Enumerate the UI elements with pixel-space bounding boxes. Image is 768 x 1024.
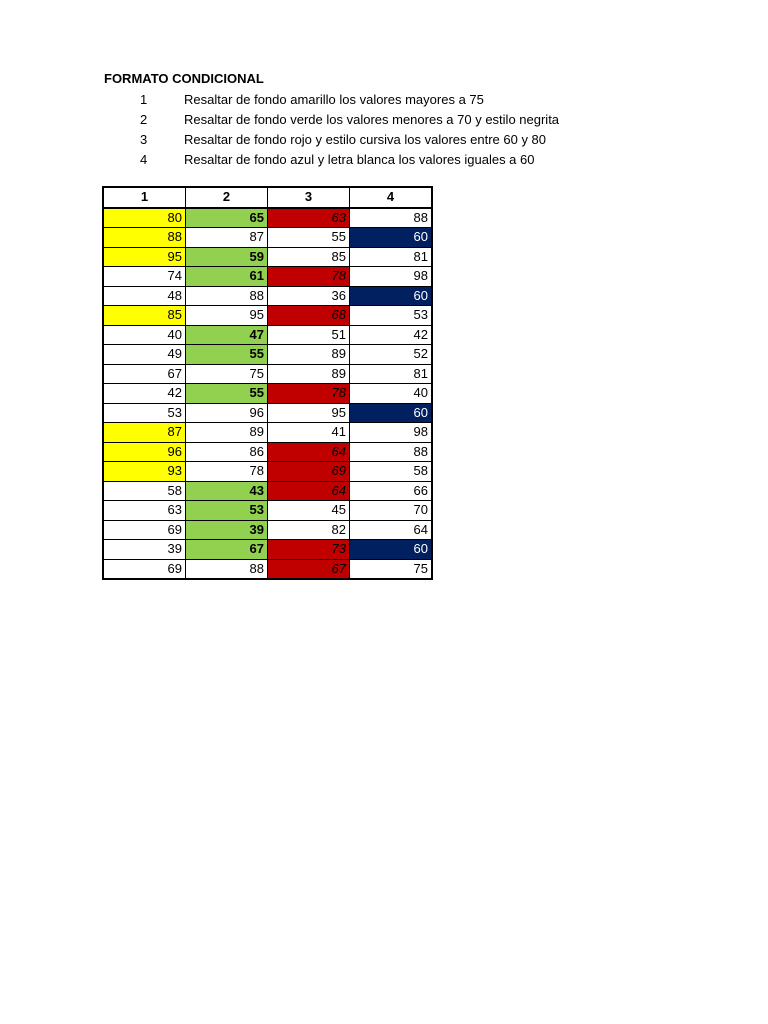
- table-cell: 66: [350, 481, 433, 501]
- rule-text: Resaltar de fondo verde los valores menores a 70 y estilo negrita: [184, 112, 560, 127]
- table-cell: 69: [103, 559, 186, 579]
- column-header: 2: [186, 187, 268, 208]
- table-cell: 42: [103, 384, 186, 404]
- table-cell: 47: [186, 325, 268, 345]
- table-cell: 53: [186, 501, 268, 521]
- table-cell: 53: [350, 306, 433, 326]
- table-row: [103, 501, 432, 521]
- table-cell: 55: [268, 228, 350, 248]
- rule-text: Resaltar de fondo azul y letra blanca los valores iguales a 60: [184, 152, 535, 167]
- table-cell: 98: [350, 267, 433, 287]
- table-cell: 80: [103, 208, 186, 228]
- table-cell: 96: [186, 403, 268, 423]
- table-cell: 67: [268, 559, 350, 579]
- table-cell: 64: [350, 520, 433, 540]
- table-cell: 73: [268, 540, 350, 560]
- table-cell: 88: [350, 208, 433, 228]
- table-header: [103, 187, 432, 208]
- table-cell: 81: [350, 364, 433, 384]
- table-cell: 95: [186, 306, 268, 326]
- table-cell: 40: [350, 384, 433, 404]
- table-cell: 60: [350, 286, 433, 306]
- table-cell: 74: [103, 267, 186, 287]
- table-cell: 86: [186, 442, 268, 462]
- table-cell: 59: [186, 247, 268, 267]
- table-cell: 55: [186, 384, 268, 404]
- table-row: [103, 540, 432, 560]
- table-row: [103, 384, 432, 404]
- table-cell: 88: [186, 559, 268, 579]
- rule-item: [104, 150, 584, 170]
- table-row: [103, 442, 432, 462]
- table-cell: 63: [268, 208, 350, 228]
- table-cell: 51: [268, 325, 350, 345]
- table-cell: 65: [186, 208, 268, 228]
- table-cell: 41: [268, 423, 350, 443]
- rule-number: 2: [140, 112, 148, 127]
- column-header: 3: [268, 187, 350, 208]
- table-cell: 39: [186, 520, 268, 540]
- table-row: [103, 325, 432, 345]
- table-cell: 85: [103, 306, 186, 326]
- table-cell: 81: [350, 247, 433, 267]
- table-cell: 60: [350, 228, 433, 248]
- table-row: [103, 364, 432, 384]
- table-cell: 60: [350, 403, 433, 423]
- table-row: [103, 267, 432, 287]
- table-cell: 78: [186, 462, 268, 482]
- table-row: [103, 228, 432, 248]
- table-cell: 53: [103, 403, 186, 423]
- table-cell: 88: [186, 286, 268, 306]
- rules-list: [104, 90, 584, 170]
- table-cell: 89: [186, 423, 268, 443]
- table-cell: 70: [350, 501, 433, 521]
- data-table: [102, 186, 433, 580]
- table-cell: 64: [268, 442, 350, 462]
- rule-number: 1: [140, 92, 148, 107]
- table-cell: 78: [268, 267, 350, 287]
- table-cell: 58: [103, 481, 186, 501]
- table-row: [103, 208, 432, 228]
- table-cell: 93: [103, 462, 186, 482]
- table-cell: 61: [186, 267, 268, 287]
- table-cell: 88: [103, 228, 186, 248]
- table-cell: 42: [350, 325, 433, 345]
- table-cell: 49: [103, 345, 186, 365]
- table-cell: 67: [103, 364, 186, 384]
- rule-item: [104, 110, 584, 130]
- table-row: [103, 345, 432, 365]
- rule-item: [104, 130, 584, 150]
- table-cell: 39: [103, 540, 186, 560]
- table-cell: 43: [186, 481, 268, 501]
- rule-number: 3: [140, 132, 148, 147]
- table-row: [103, 286, 432, 306]
- table-row: [103, 559, 432, 579]
- table-cell: 78: [268, 384, 350, 404]
- table-row: [103, 247, 432, 267]
- table-cell: 60: [350, 540, 433, 560]
- page-title: FORMATO CONDICIONAL: [104, 71, 264, 86]
- table-cell: 89: [268, 345, 350, 365]
- rule-text: Resaltar de fondo amarillo los valores mayores a 75: [184, 92, 484, 107]
- table-cell: 85: [268, 247, 350, 267]
- table-cell: 89: [268, 364, 350, 384]
- table-cell: 95: [103, 247, 186, 267]
- table-cell: 69: [103, 520, 186, 540]
- table-cell: 82: [268, 520, 350, 540]
- table-cell: 63: [103, 501, 186, 521]
- column-header: 4: [350, 187, 433, 208]
- table-cell: 48: [103, 286, 186, 306]
- table-cell: 58: [350, 462, 433, 482]
- table-cell: 75: [186, 364, 268, 384]
- table-cell: 88: [350, 442, 433, 462]
- table-row: [103, 423, 432, 443]
- table-cell: 68: [268, 306, 350, 326]
- table-cell: 98: [350, 423, 433, 443]
- rule-number: 4: [140, 152, 148, 167]
- table-cell: 69: [268, 462, 350, 482]
- table-cell: 55: [186, 345, 268, 365]
- rule-text: Resaltar de fondo rojo y estilo cursiva los valores entre 60 y 80: [184, 132, 547, 147]
- table-row: [103, 481, 432, 501]
- table-cell: 95: [268, 403, 350, 423]
- table-row: [103, 306, 432, 326]
- table-cell: 75: [350, 559, 433, 579]
- table-cell: 40: [103, 325, 186, 345]
- table-cell: 52: [350, 345, 433, 365]
- table-row: [103, 520, 432, 540]
- table-cell: 64: [268, 481, 350, 501]
- table-cell: 67: [186, 540, 268, 560]
- table-cell: 36: [268, 286, 350, 306]
- table-cell: 87: [103, 423, 186, 443]
- table-body: [103, 208, 432, 580]
- table-cell: 96: [103, 442, 186, 462]
- table-cell: 87: [186, 228, 268, 248]
- table-cell: 45: [268, 501, 350, 521]
- table-row: [103, 403, 432, 423]
- table-row: [103, 462, 432, 482]
- column-header: 1: [103, 187, 186, 208]
- header-row: [103, 187, 432, 208]
- rule-item: [104, 90, 584, 110]
